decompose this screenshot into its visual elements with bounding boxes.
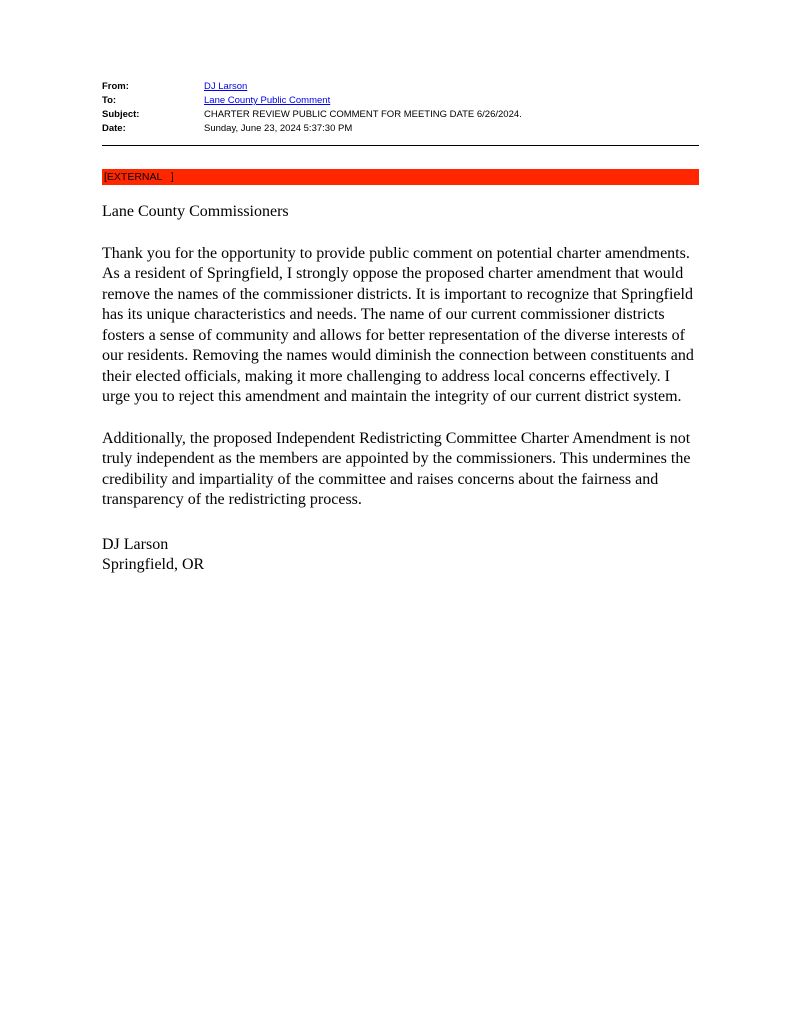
from-sender-link[interactable]: DJ Larson <box>204 81 248 92</box>
body-paragraph-1: Thank you for the opportunity to provide public comment on potential charter amendments. As a resident of Springfield, I strongly oppose the proposed charter amendment that would remove the names of the commissioner districts. It is important to recognize that Springfield has its unique characteristics and needs. The name of our current commissioner districts fosters a sense of community and allows for better representation of the diverse interests of our residents. Removing the names would diminish the connection between constituents and their elected officials, making it more challenging to address local concerns effectively. I urge you to reject this amendment and maintain the integrity of our current district system. <box>102 244 694 405</box>
to-label: To: <box>102 95 117 106</box>
signature-location: Springfield, OR <box>102 556 205 573</box>
header-row-from <box>102 80 699 94</box>
header-divider <box>102 145 699 146</box>
body-paragraph-2: Additionally, the proposed Independent Redistricting Committee Charter Amendment is not truly independent as the members are appointed by the commissioners. This undermines the credibility and impartiality of the committee and raises concerns about the fairness and transparency of the redistricting process. <box>102 429 691 508</box>
email-body <box>102 202 699 576</box>
from-label: From: <box>102 81 129 92</box>
salutation: Lane County Commissioners <box>102 203 289 220</box>
subject-label: Subject: <box>102 109 140 120</box>
signature-name: DJ Larson <box>102 535 169 553</box>
email-header <box>102 80 699 136</box>
signature-block <box>102 535 699 576</box>
header-row-to <box>102 94 699 108</box>
external-banner: [EXTERNAL ] <box>102 169 699 185</box>
date-value: Sunday, June 23, 2024 5:37:30 PM <box>204 123 353 134</box>
header-row-subject <box>102 108 699 122</box>
date-label: Date: <box>102 123 126 134</box>
email-content <box>102 80 699 576</box>
to-recipient-link[interactable]: Lane County Public Comment <box>204 95 331 106</box>
header-row-date <box>102 122 699 136</box>
subject-value: CHARTER REVIEW PUBLIC COMMENT FOR MEETING DATE 6/26/2024. <box>204 109 522 120</box>
